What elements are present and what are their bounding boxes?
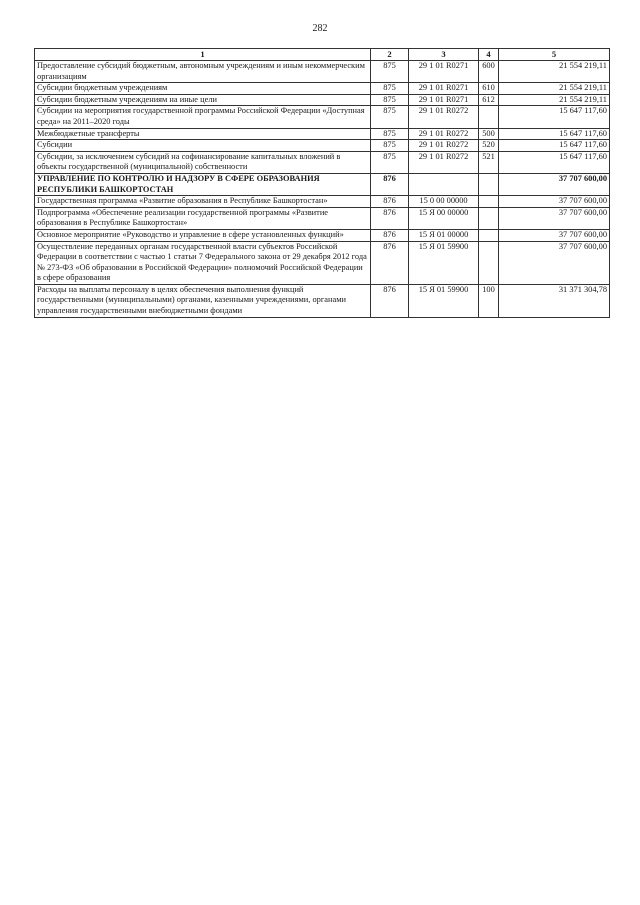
row-vr-cell: 600 xyxy=(479,61,499,83)
table-row xyxy=(35,106,610,128)
table-row-department-heading xyxy=(35,173,610,195)
row-vr-cell xyxy=(479,207,499,229)
row-vr-cell xyxy=(479,106,499,128)
row-vr-cell: 520 xyxy=(479,140,499,152)
row-amount-cell: 15 647 117,60 xyxy=(499,106,610,128)
header-cell-name: 1 xyxy=(35,49,371,61)
header-cell-vs: 2 xyxy=(371,49,409,61)
table-row xyxy=(35,140,610,152)
row-tgt-cell: 15 0 00 00000 xyxy=(409,196,479,208)
table-row xyxy=(35,284,610,317)
row-name-cell: Субсидии xyxy=(35,140,371,152)
row-tgt-cell: 15 Я 01 59900 xyxy=(409,241,479,284)
header-row xyxy=(35,49,610,61)
row-vs-cell: 875 xyxy=(371,106,409,128)
row-vr-cell xyxy=(479,196,499,208)
row-name-cell: Субсидии бюджетным учреждениям xyxy=(35,83,371,95)
row-name-cell: УПРАВЛЕНИЕ ПО КОНТРОЛЮ И НАДЗОРУ В СФЕРЕ ОБРАЗОВАНИЯ РЕСПУБЛИКИ БАШКОРТОСТАН xyxy=(35,173,371,195)
table-row xyxy=(35,151,610,173)
row-vs-cell: 875 xyxy=(371,61,409,83)
row-amount-cell: 21 554 219,11 xyxy=(499,83,610,95)
row-vr-cell: 100 xyxy=(479,284,499,317)
row-tgt-cell: 15 Я 01 00000 xyxy=(409,229,479,241)
row-name-cell: Расходы на выплаты персоналу в целях обеспечения выполнения функций государственными (муниципальными) органами, казенными учреждениями, органами управления государственными внебюджетными фондами xyxy=(35,284,371,317)
row-name-cell: Подпрограмма «Обеспечение реализации государственной программы «Развитие образования в Республике Башкортостан» xyxy=(35,207,371,229)
row-amount-cell: 37 707 600,00 xyxy=(499,229,610,241)
row-tgt-cell: 15 Я 01 59900 xyxy=(409,284,479,317)
row-vs-cell: 876 xyxy=(371,229,409,241)
row-amount-cell: 37 707 600,00 xyxy=(499,173,610,195)
row-amount-cell: 15 647 117,60 xyxy=(499,128,610,140)
row-vs-cell: 875 xyxy=(371,94,409,106)
row-amount-cell: 37 707 600,00 xyxy=(499,241,610,284)
table-row xyxy=(35,83,610,95)
row-name-cell: Осуществление переданных органам государственной власти субъектов Российской Федерации в соответствии с частью 1 статьи 7 Федерального закона от 29 декабря 2012 года № 273-ФЗ «Об образовании в Российской Федерации» полномочий Российской Федерации в сфере образования xyxy=(35,241,371,284)
row-tgt-cell: 29 1 01 R0271 xyxy=(409,83,479,95)
row-amount-cell: 21 554 219,11 xyxy=(499,61,610,83)
row-name-cell: Субсидии на мероприятия государственной программы Российской Федерации «Доступная среда» на 2011–2020 годы xyxy=(35,106,371,128)
table-row xyxy=(35,241,610,284)
row-vr-cell: 521 xyxy=(479,151,499,173)
row-tgt-cell: 29 1 01 R0272 xyxy=(409,128,479,140)
row-tgt-cell xyxy=(409,173,479,195)
row-name-cell: Межбюджетные трансферты xyxy=(35,128,371,140)
row-name-cell: Субсидии бюджетным учреждениям на иные цели xyxy=(35,94,371,106)
row-tgt-cell: 29 1 01 R0272 xyxy=(409,151,479,173)
row-tgt-cell: 15 Я 00 00000 xyxy=(409,207,479,229)
table-row xyxy=(35,229,610,241)
row-amount-cell: 31 371 304,78 xyxy=(499,284,610,317)
row-tgt-cell: 29 1 01 R0272 xyxy=(409,140,479,152)
row-amount-cell: 21 554 219,11 xyxy=(499,94,610,106)
row-amount-cell: 15 647 117,60 xyxy=(499,151,610,173)
row-vr-cell: 610 xyxy=(479,83,499,95)
table-row xyxy=(35,207,610,229)
row-amount-cell: 37 707 600,00 xyxy=(499,196,610,208)
table-row xyxy=(35,61,610,83)
row-vr-cell: 500 xyxy=(479,128,499,140)
row-vs-cell: 876 xyxy=(371,207,409,229)
budget-table xyxy=(34,48,610,318)
row-amount-cell: 37 707 600,00 xyxy=(499,207,610,229)
header-cell-vr: 4 xyxy=(479,49,499,61)
page-number: 282 xyxy=(312,23,328,34)
row-tgt-cell: 29 1 01 R0271 xyxy=(409,61,479,83)
row-tgt-cell: 29 1 01 R0272 xyxy=(409,106,479,128)
row-vs-cell: 875 xyxy=(371,128,409,140)
row-vr-cell xyxy=(479,229,499,241)
table-row xyxy=(35,196,610,208)
row-name-cell: Предоставление субсидий бюджетным, автономным учреждениям и иным некоммерческим организациям xyxy=(35,61,371,83)
row-vs-cell: 876 xyxy=(371,241,409,284)
row-vs-cell: 876 xyxy=(371,196,409,208)
row-name-cell: Государственная программа «Развитие образования в Республике Башкортостан» xyxy=(35,196,371,208)
table-row xyxy=(35,128,610,140)
row-name-cell: Основное мероприятие «Руководство и управление в сфере установленных функций» xyxy=(35,229,371,241)
row-vs-cell: 875 xyxy=(371,140,409,152)
row-vs-cell: 876 xyxy=(371,173,409,195)
header-cell-tgt: 3 xyxy=(409,49,479,61)
row-vr-cell xyxy=(479,241,499,284)
row-amount-cell: 15 647 117,60 xyxy=(499,140,610,152)
row-tgt-cell: 29 1 01 R0271 xyxy=(409,94,479,106)
header-cell-amount: 5 xyxy=(499,49,610,61)
row-name-cell: Субсидии, за исключением субсидий на софинансирование капитальных вложений в объекты государственной (муниципальной) собственности xyxy=(35,151,371,173)
row-vs-cell: 876 xyxy=(371,284,409,317)
row-vs-cell: 875 xyxy=(371,83,409,95)
row-vs-cell: 875 xyxy=(371,151,409,173)
table-row xyxy=(35,94,610,106)
row-vr-cell: 612 xyxy=(479,94,499,106)
row-vr-cell xyxy=(479,173,499,195)
